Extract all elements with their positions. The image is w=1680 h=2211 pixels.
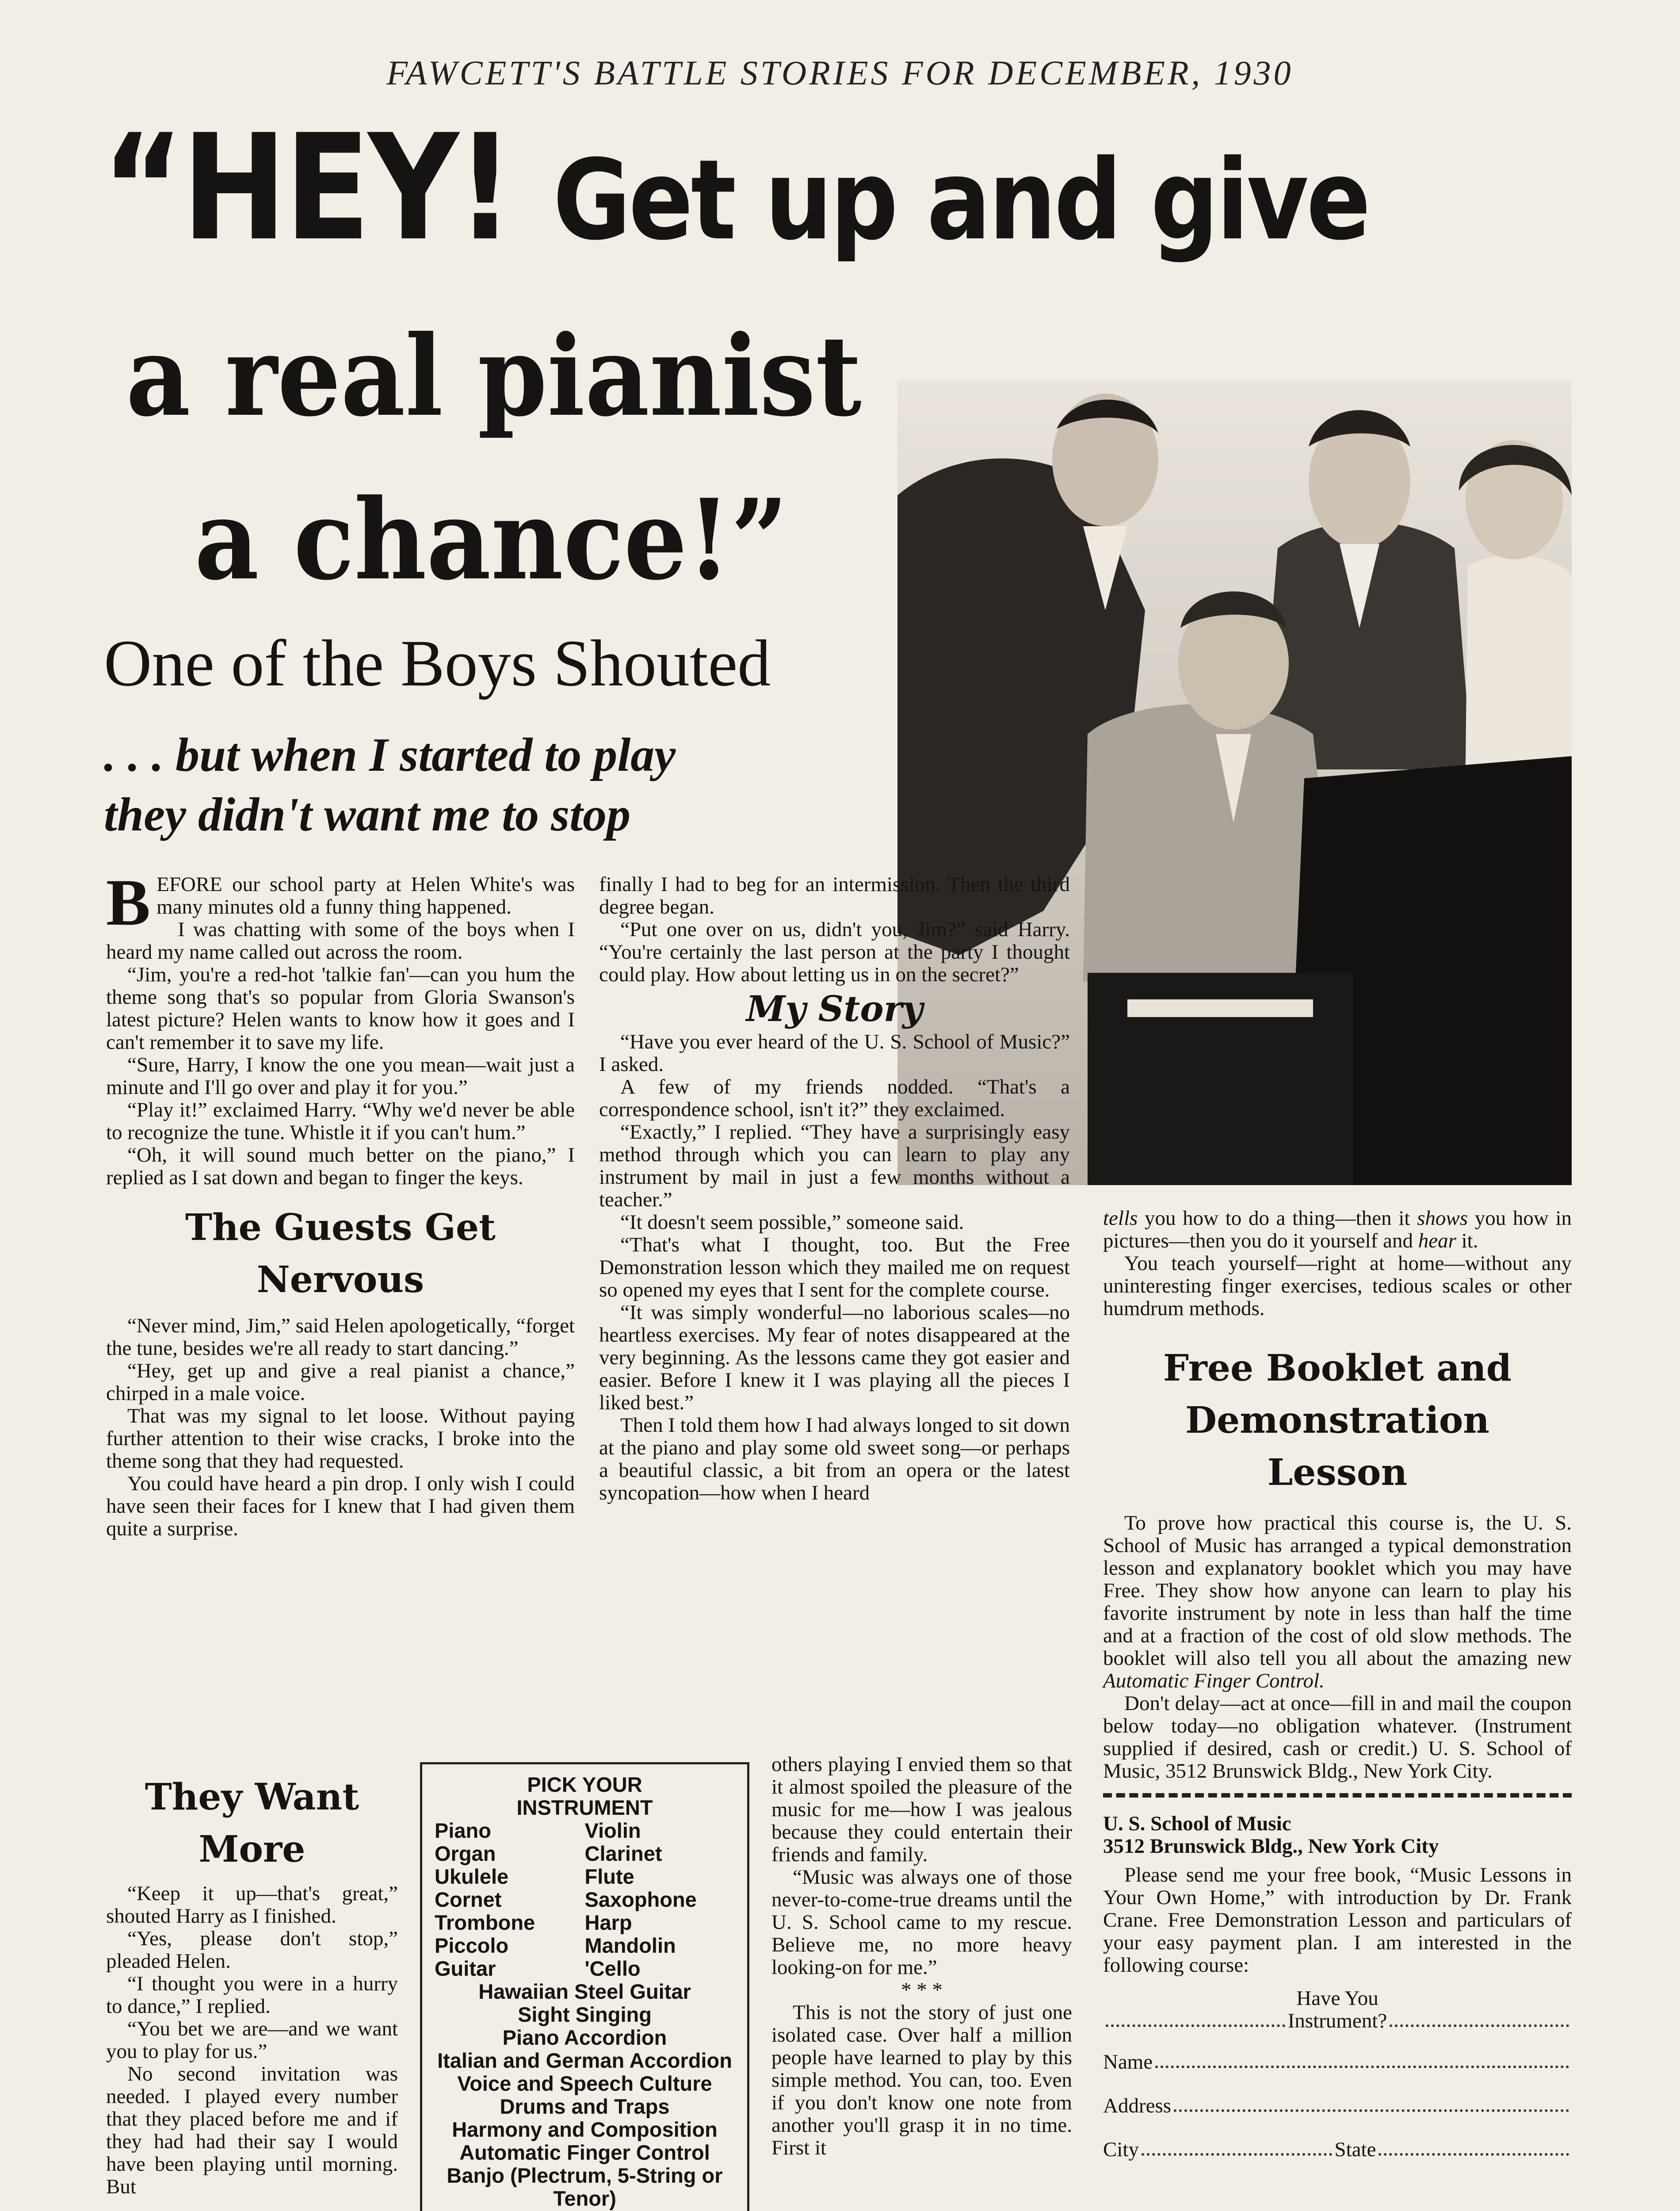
instrument-label: Instrument? (1287, 2009, 1387, 2032)
address-label: Address (1103, 2094, 1172, 2117)
emphasis-text: tells (1103, 1207, 1138, 1230)
col1-paragraph: “Sure, Harry, I know the one you mean—wait just a minute and I'll go over and play it for you.” (106, 1053, 575, 1099)
section-heading-they-want-more: They Want More (145, 1776, 359, 1871)
tagline-line-2: they didn't want me to stop (104, 788, 631, 841)
instrument-item: Organ (435, 1842, 496, 1865)
address-field[interactable] (1103, 2095, 1572, 2117)
col3-text: it. (1456, 1229, 1478, 1252)
dotted-line (1390, 2010, 1569, 2027)
instrument-row (435, 1911, 735, 1934)
instrument-item: Piano (435, 1819, 491, 1842)
col1-paragraph: EFORE our school party at Helen White's was many minutes old a funny thing happened. (157, 873, 575, 918)
headline-line-2: a real pianist (126, 311, 862, 441)
instrument-item: 'Cello (584, 1957, 641, 1980)
col3-paragraph: Don't delay—act at once—fill in and mail the coupon below today—no obligation whatever. (Instrument supplied if desired, cash or credit.) U. S. School of Music, 3512 Brunswick Bldg., New York City. (1103, 1692, 1572, 1783)
instrument-row (435, 1842, 735, 1865)
tagline-line-1: . . . but when I started to play (104, 729, 676, 781)
section-heading-guests-nervous: The Guests Get Nervous (185, 1206, 496, 1301)
col1-paragraph: I was chatting with some of the boys when I heard my name called out across the room. (106, 918, 575, 964)
col1-paragraph: “Keep it up—that's great,” shouted Harry as I finished. (106, 1882, 398, 1928)
running-head: FAWCETT'S BATTLE STORIES FOR DECEMBER, 1930 (386, 54, 1294, 92)
col2-paragraph: “Have you ever heard of the U. S. School of Music?” I asked. (599, 1030, 1070, 1076)
instrument-item: Automatic Finger Control (459, 2141, 710, 2164)
col2-paragraph: This is not the story of just one isolated case. Over half a million people have learned to play by this simple method. You can, too. Even if you don't know one note from another you'll grasp it in no time. First it (771, 2001, 1072, 2159)
instrument-item: Italian and German Accordion (437, 2049, 732, 2072)
col3-text: you how in pictures—then you do it yourself and (1103, 1207, 1572, 1252)
section-stars: * * * (901, 1978, 943, 2001)
instrument-item: Sight Singing (518, 2003, 652, 2026)
name-field[interactable] (1103, 2051, 1572, 2073)
instrument-row (435, 1957, 735, 1980)
column-3 (1103, 1207, 1572, 2161)
col2-paragraph: “Exactly,” I replied. “They have a surprisingly easy method through which you can learn to play any instrument by mail in just a few months without a teacher.” (599, 1121, 1070, 1211)
headline-hey: “HEY! (102, 103, 553, 273)
instrument-item: Drums and Traps (500, 2095, 670, 2118)
dotted-line (1174, 2095, 1569, 2112)
dotted-line (1378, 2138, 1569, 2156)
instrument-item: Banjo (Plectrum, 5-String or Tenor) (447, 2164, 723, 2210)
col1-paragraph: That was my signal to let loose. Without paying further attention to their wise cracks, I broke into the theme song that they had requested. (106, 1404, 575, 1473)
instrument-item: Saxophone (584, 1888, 697, 1911)
instrument-item: Guitar (435, 1957, 496, 1980)
dotted-line (1142, 2138, 1332, 2156)
instrument-item: Piccolo (435, 1934, 509, 1957)
col2-paragraph: “That's what I thought, too. But the Free Demonstration lesson which they mailed me on request so opened my eyes that I sent for the complete course. (599, 1233, 1070, 1301)
coupon-body: Please send me your free book, “Music Lessons in Your Own Home,” with introduction by Dr. Frank Crane. Free Demonstration Lesson and particulars of your easy payment plan. I am interested in the following course: (1103, 1863, 1572, 1977)
instrument-row (435, 1819, 735, 1842)
instrument-item: Ukulele (435, 1865, 509, 1888)
instrument-list-box (420, 1762, 749, 2211)
column-2-lower (771, 1753, 1072, 2159)
col2-paragraph: “It was simply wonderful—no laborious scales—no heartless exercises. My fear of notes disappeared at the very beginning. As the lessons came they got easier and easier. Before I knew it I was playing all the pieces I liked best.” (599, 1301, 1070, 1414)
emphasis-text: Automatic Finger Control. (1103, 1669, 1325, 1692)
section-heading-free-booklet: Free Booklet and Demonstration Lesson (1163, 1347, 1512, 1494)
instrument-box-title: PICK YOUR (527, 1773, 642, 1796)
drop-cap: B (106, 866, 151, 939)
col3-text: you how to do a thing—then it (1138, 1207, 1417, 1230)
headline-line-3: a chance!” (195, 474, 788, 604)
col2-paragraph: finally I had to beg for an intermission. Then the third degree began. (599, 873, 1070, 918)
emphasis-text: shows (1417, 1207, 1468, 1230)
instrument-item: Harp (584, 1911, 632, 1934)
column-1-lower (106, 1771, 398, 2198)
state-label: State (1334, 2138, 1376, 2161)
coupon-have-you: Have You (1296, 1987, 1378, 2010)
col1-paragraph: “Never mind, Jim,” said Helen apologetically, “forget the tune, besides we're all ready to start dancing.” (106, 1314, 575, 1360)
col3-paragraph (1103, 1207, 1572, 1252)
name-label: Name (1103, 2050, 1153, 2073)
col3-text: To prove how practical this course is, the U. S. School of Music has arranged a typical demonstration lesson and explanatory booklet which you may have Free. They show how anyone can learn to play his favorite instrument by note in less than half the time and at a fraction of the cost of old slow methods. The booklet will also tell you all about the amazing new (1103, 1511, 1572, 1670)
col2-paragraph: “Put one over on us, didn't you, Jim?” said Harry. “You're certainly the last person at the party I thought could play. How about letting us in on the secret?” (599, 918, 1070, 986)
col3-paragraph (1103, 1512, 1572, 1692)
instrument-item: Piano Accordion (502, 2026, 667, 2049)
col1-paragraph: “Oh, it will sound much better on the piano,” I replied as I sat down and began to finger the keys. (106, 1144, 575, 1189)
col1-paragraph: No second invitation was needed. I played every number that they placed before me and if they had had their say I would have been playing until morning. But (106, 2062, 398, 2198)
coupon-cut-line (1103, 1793, 1572, 1798)
col1-paragraph: “I thought you were in a hurry to dance,” I replied. (106, 1972, 398, 2018)
instrument-row (435, 1865, 735, 1888)
instrument-field[interactable] (1103, 2010, 1572, 2032)
col1-paragraph: “Play it!” exclaimed Harry. “Why we'd never be able to recognize the tune. Whistle it if you can't hum.” (106, 1098, 575, 1144)
instrument-box-title: INSTRUMENT (516, 1796, 653, 1819)
col1-paragraph: “Yes, please don't stop,” pleaded Helen. (106, 1927, 398, 1973)
headline-line-1 (102, 103, 1369, 273)
city-label: City (1103, 2138, 1139, 2161)
coupon-school-address: 3512 Brunswick Bldg., New York City (1103, 1835, 1439, 1858)
instrument-item: Flute (584, 1865, 634, 1888)
col1-paragraph: You could have heard a pin drop. I only wish I could have seen their faces for I knew that I had given them quite a surprise. (106, 1472, 575, 1540)
instrument-item: Voice and Speech Culture (457, 2072, 712, 2095)
instrument-item: Mandolin (584, 1934, 676, 1957)
col2-paragraph: A few of my friends nodded. “That's a correspondence school, isn't it?” they exclaimed. (599, 1075, 1070, 1121)
instrument-item: Trombone (435, 1911, 535, 1934)
instrument-item: Harmony and Composition (452, 2118, 718, 2141)
emphasis-text: hear (1418, 1229, 1456, 1252)
instrument-row (435, 1934, 735, 1957)
instrument-item: Hawaiian Steel Guitar (478, 1980, 691, 2003)
dotted-line (1155, 2051, 1569, 2068)
col1-paragraph: “Hey, get up and give a real pianist a chance,” chirped in a male voice. (106, 1359, 575, 1405)
column-2 (599, 873, 1070, 1504)
instrument-item: Clarinet (584, 1842, 662, 1865)
coupon-school-name: U. S. School of Music (1103, 1812, 1291, 1835)
instrument-row (435, 1888, 735, 1911)
subhead: One of the Boys Shouted (104, 627, 771, 700)
dotted-line (1106, 2010, 1285, 2027)
col1-paragraph: “You bet we are—and we want you to play for us.” (106, 2017, 398, 2063)
section-heading-my-story: My Story (746, 988, 923, 1029)
col2-paragraph: “It doesn't seem possible,” someone said. (620, 1211, 964, 1234)
col1-paragraph: “Jim, you're a red-hot 'talkie fan'—can you hum the theme song that's so popular from Gloria Swanson's latest picture? Helen wants to know how it goes and I can't remember it to save my life. (106, 963, 575, 1054)
instrument-item: Violin (584, 1819, 641, 1842)
headline-get-up: Get up and give (553, 136, 1369, 264)
col3-paragraph: You teach yourself—right at home—without any uninteresting finger exercises, tedious scales or other humdrum methods. (1103, 1252, 1572, 1320)
col2-paragraph: others playing I envied them so that it almost spoiled the pleasure of the music for me—how I was jealous because they could entertain their friends and family. (771, 1753, 1072, 1866)
city-state-field[interactable] (1103, 2138, 1572, 2161)
column-1 (106, 866, 575, 1540)
col2-paragraph: “Music was always one of those never-to-come-true dreams until the U. S. School came to my rescue. Believe me, no more heavy looking-on for me.” (771, 1866, 1072, 1979)
instrument-item: Cornet (435, 1888, 502, 1911)
tagline (104, 725, 676, 845)
order-coupon (1103, 1813, 1572, 2161)
col2-paragraph: Then I told them how I had always longed to sit down at the piano and play some old sweet song—or perhaps a beautiful classic, a bit from an opera or the latest syncopation—how when I heard (599, 1414, 1070, 1504)
